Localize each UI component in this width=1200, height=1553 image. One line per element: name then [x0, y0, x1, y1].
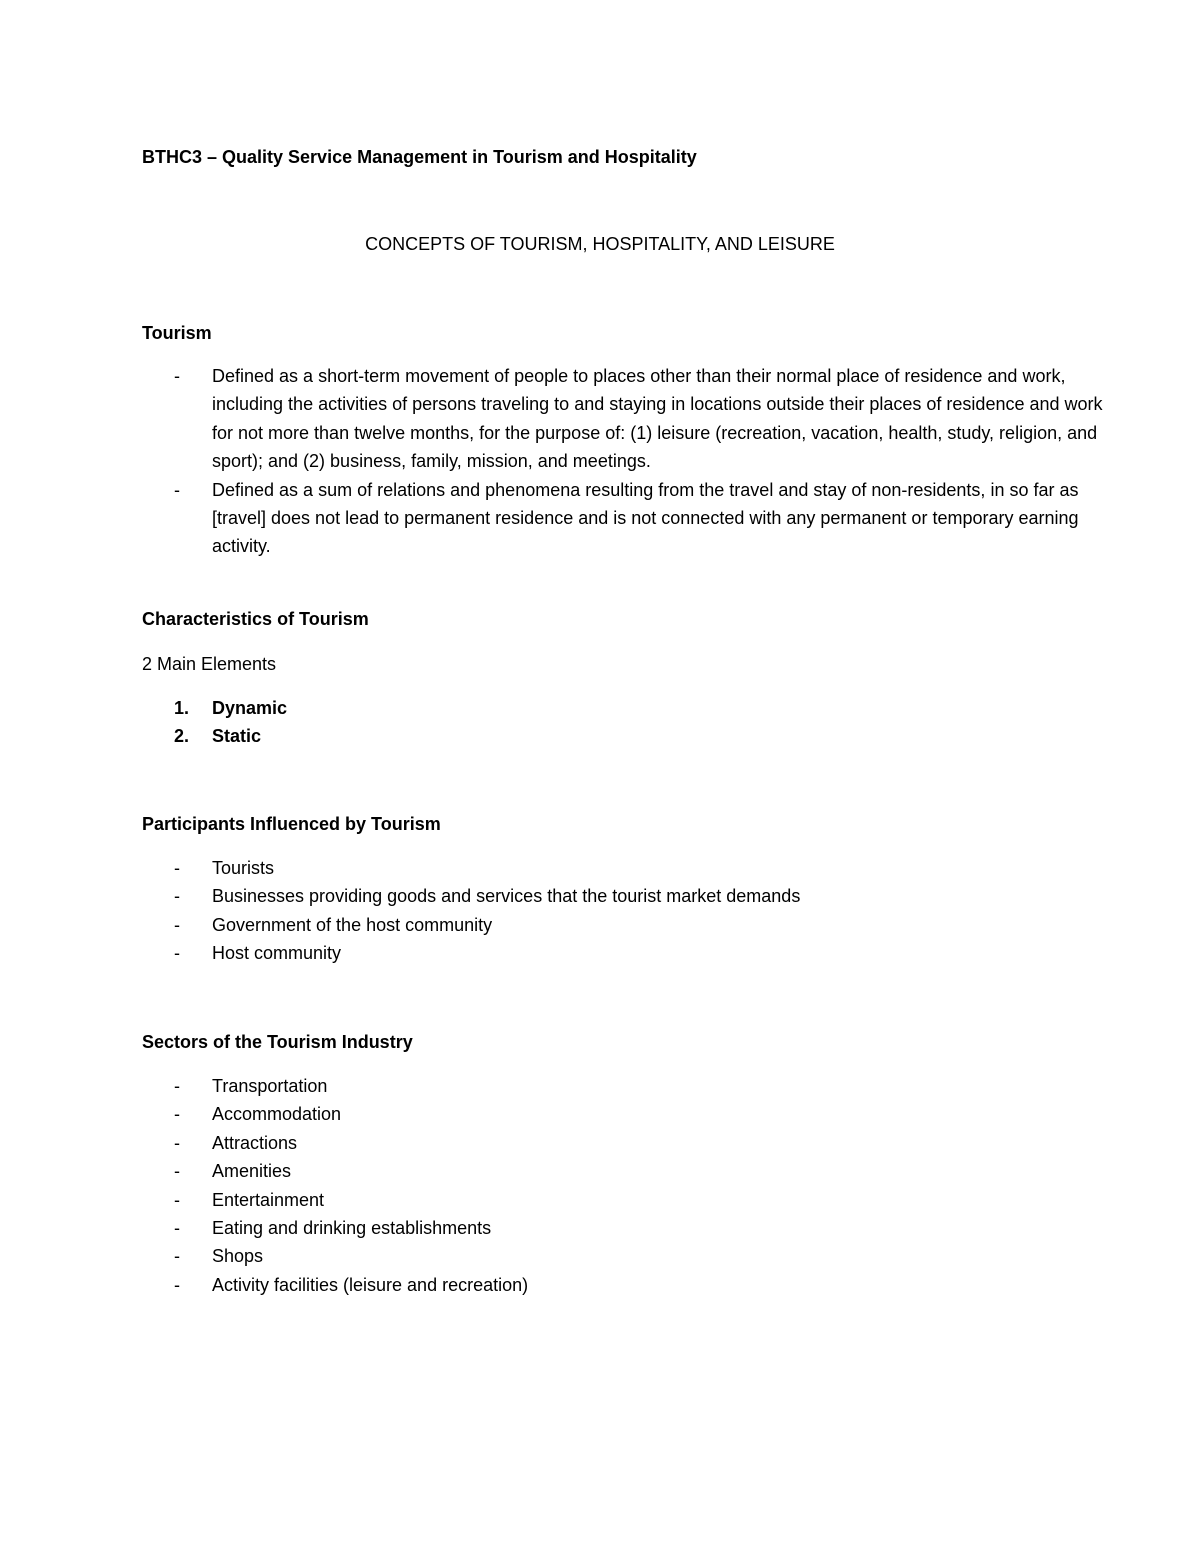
- list-item: [142, 911, 800, 939]
- list-item: [142, 1271, 528, 1299]
- list-item: [142, 722, 287, 750]
- sector-text: Attractions: [212, 1132, 298, 1153]
- participant-text: Government of the host community: [212, 914, 493, 935]
- list-item: [142, 1242, 528, 1270]
- element-label: Static: [212, 726, 262, 747]
- list-item: [142, 1157, 528, 1185]
- bullet-dash: -: [174, 943, 180, 964]
- sector-text: Amenities: [212, 1161, 292, 1182]
- bullet-dash: -: [174, 1076, 180, 1096]
- sector-text: Accommodation: [212, 1104, 342, 1125]
- list-item: [142, 362, 1112, 476]
- list-item: [142, 854, 800, 882]
- bullet-dash: -: [174, 1104, 180, 1125]
- sector-text: Eating and drinking establishments: [212, 1218, 492, 1239]
- section-heading-participants: Participants Influenced by Tourism: [142, 814, 441, 834]
- bullet-dash: -: [174, 858, 180, 878]
- bullet-dash: -: [174, 1189, 180, 1210]
- participant-text: Host community: [212, 943, 342, 964]
- section-heading-sectors: Sectors of the Tourism Industry: [142, 1032, 413, 1052]
- sector-text: Activity facilities (leisure and recreation): [212, 1274, 529, 1295]
- list-item: [142, 476, 1112, 561]
- list-item: [142, 939, 800, 967]
- main-elements-subheading: 2 Main Elements: [142, 654, 277, 674]
- sector-text: Entertainment: [212, 1189, 325, 1210]
- bullet-dash: -: [174, 1132, 180, 1153]
- definition-text: Defined as a sum of relations and phenomena resulting from the travel and stay of non-residents, in so far as [travel] does not lead to permanent residence and is not connected with any permanent or temporary earning activity.: [212, 479, 1079, 557]
- bullet-dash: -: [174, 1246, 180, 1267]
- bullet-dash: -: [174, 886, 180, 907]
- list-item: [142, 1214, 528, 1242]
- main-elements-list: [142, 694, 287, 751]
- participant-text: Businesses providing goods and services that the tourist market demands: [212, 886, 801, 907]
- bullet-dash: -: [174, 1274, 180, 1295]
- participants-list: [142, 854, 800, 968]
- document-heading: CONCEPTS OF TOURISM, HOSPITALITY, AND LEISURE: [365, 234, 835, 254]
- list-item: [142, 1100, 528, 1128]
- sector-text: Transportation: [212, 1076, 328, 1096]
- sectors-list: [142, 1072, 528, 1299]
- participant-text: Tourists: [212, 858, 275, 878]
- list-item: [142, 694, 287, 722]
- list-item: [142, 1129, 528, 1157]
- definition-text: Defined as a short-term movement of people to places other than their normal place of residence and work, including the activities of persons traveling to and staying in locations outside their places of residence and work for not more than twelve months, for the purpose of: (1) leisure (recreation, vacation, health, study, religion, and sport); and (2) business, family, mission, and meetings.: [212, 366, 1103, 472]
- bullet-dash: -: [174, 366, 180, 386]
- bullet-dash: -: [174, 914, 180, 935]
- bullet-dash: -: [174, 1218, 180, 1239]
- list-item: [142, 1072, 528, 1100]
- section-heading-characteristics: Characteristics of Tourism: [142, 609, 369, 629]
- list-number: 1.: [174, 698, 190, 718]
- bullet-dash: -: [174, 1161, 180, 1182]
- list-item: [142, 882, 800, 910]
- list-item: [142, 1186, 528, 1214]
- section-heading-tourism: Tourism: [142, 323, 212, 343]
- tourism-definitions-list: [142, 362, 1142, 561]
- sector-text: Shops: [212, 1246, 264, 1267]
- list-number: 2.: [174, 726, 190, 747]
- element-label: Dynamic: [212, 698, 288, 718]
- bullet-dash: -: [174, 479, 180, 500]
- course-title: BTHC3 – Quality Service Management in Tourism and Hospitality: [142, 147, 697, 167]
